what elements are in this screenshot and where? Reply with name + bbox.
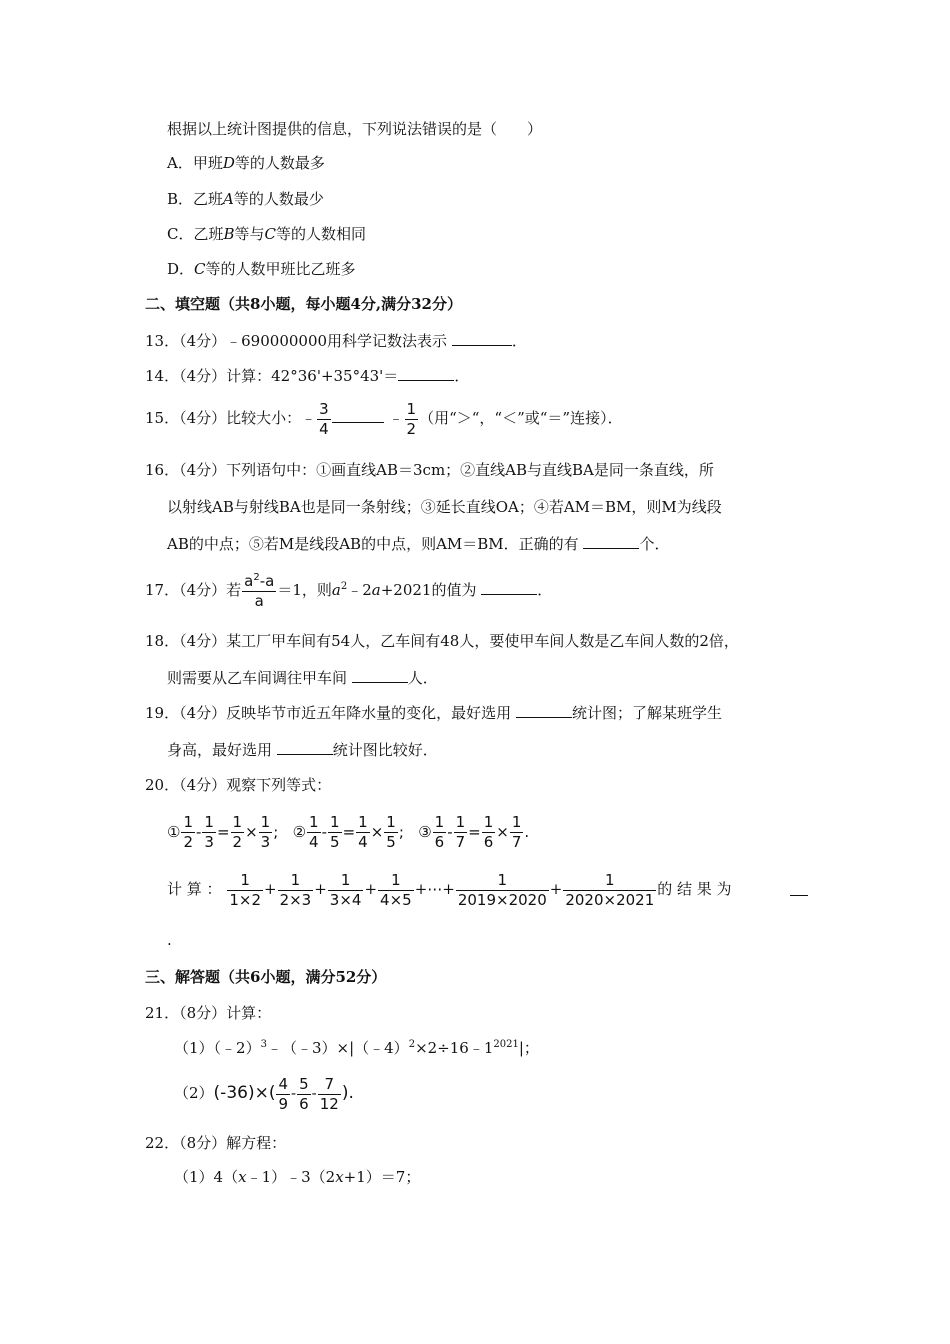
answer-blank [790,881,808,901]
option-a: A．甲班D等的人数最多 [167,154,325,172]
question-14: 14．（4分）计算：42°36'+35°43'＝ ． [145,367,470,385]
answer-blank [277,740,333,755]
answer-blank [516,703,572,718]
section-3-heading: 三、解答题（共6小题，满分52分） [145,968,387,986]
question-22: 22．（8分）解方程： [145,1134,287,1152]
answer-blank [352,668,408,683]
question-16-line-3: AB的中点；⑤若M是线段AB的中点，则AM＝BM．正确的有 个． [167,535,670,553]
question-15: 15．（4分）比较大小：﹣ $\frac{3}{4}$ ﹣ $\frac{1}{2}$ （用“＞“，“＜”或“＝”连接）． [145,399,623,438]
question-16-line-2: 以射线AB与射线BA也是同一条射线；③延长直线OA；④若AM＝BM，则M为线段 [167,498,722,516]
option-c: C．乙班B等与C等的人数相同 [167,225,367,243]
option-b: B．乙班A等的人数最少 [167,190,324,208]
answer-blank [452,331,512,346]
question-17: 17．（4分）若 $\frac{a^2-a}{a}$ ＝1，则$a^2﹣2a+2021$的值为 ． [145,571,553,610]
answer-blank [398,366,454,381]
section-2-heading: 二、填空题（共8小题，每小题4分,满分32分） [145,295,462,313]
equation-2: ② $\frac{1}{4}$ - $\frac{1}{5}$ = $\frac{1}{4}$ × $\frac{1}{5}$ ; [292,813,404,851]
answer-blank [332,408,384,423]
answer-blank [481,580,537,595]
equation-3: ③ $\frac{1}{6}$ - $\frac{1}{7}$ = $\frac{1}{6}$ × $\frac{1}{7}$ . [418,813,530,851]
question-21-part-1: $(1)(﹣2)^3﹣(﹣3)\times|(﹣4)^2\times 2\div 16﹣1^{2021}|$； [174,1039,539,1057]
question-19-line-2: 身高，最好选用 统计图比较好． [167,741,438,759]
answer-blank [583,534,639,549]
question-20: 20．（4分）观察下列等式： [145,776,332,794]
equation-1: ① $\frac{1}{2}$ - $\frac{1}{3}$ = $\frac{1}{2}$ × $\frac{1}{3}$ ; [167,813,279,851]
question-13: 13．（4分）﹣690000000用科学记数法表示 ． [145,332,527,350]
question-12-prompt: 根据以上统计图提供的信息，下列说法错误的是（ ） [167,120,543,138]
question-16-line-1: 16．（4分）下列语句中：①画直线AB＝3cm；②直线AB与直线BA是同一条直线，所 [145,461,714,479]
question-18-line-1: 18．（4分）某工厂甲车间有54人，乙车间有48人，要使甲车间人数是乙车间人数的2倍， [145,632,739,650]
question-21-part-2: （2）(-36)×( $\frac{4}{9}$ - $\frac{5}{6}$ - $\frac{7}{12}$ ). [174,1074,354,1113]
question-20-sum: 计 算 ： $\frac{1}{1\times 2}$ + $\frac{1}{2\times 3}$ + $\frac{1}{3\times 4}$ + $\frac{1}{4\times 5}$ +⋯+ $\frac{1}{2019\times 2020}$ + $\frac{1}{2020\times 2021}$ 的 结 果 为 [167,870,732,909]
question-21: 21．（8分）计算： [145,1004,272,1022]
option-d: D．C等的人数甲班比乙班多 [167,260,356,278]
question-18-line-2: 则需要从乙车间调往甲车间 人． [167,669,438,687]
question-22-part-1: （1）4（x﹣1）﹣3（2x+1）＝7； [174,1168,421,1186]
question-19-line-1: 19．（4分）反映毕节市近五年降水量的变化，最好选用 统计图；了解某班学生 [145,704,722,722]
question-20-equations [167,809,529,855]
question-20-end: . [167,931,172,949]
